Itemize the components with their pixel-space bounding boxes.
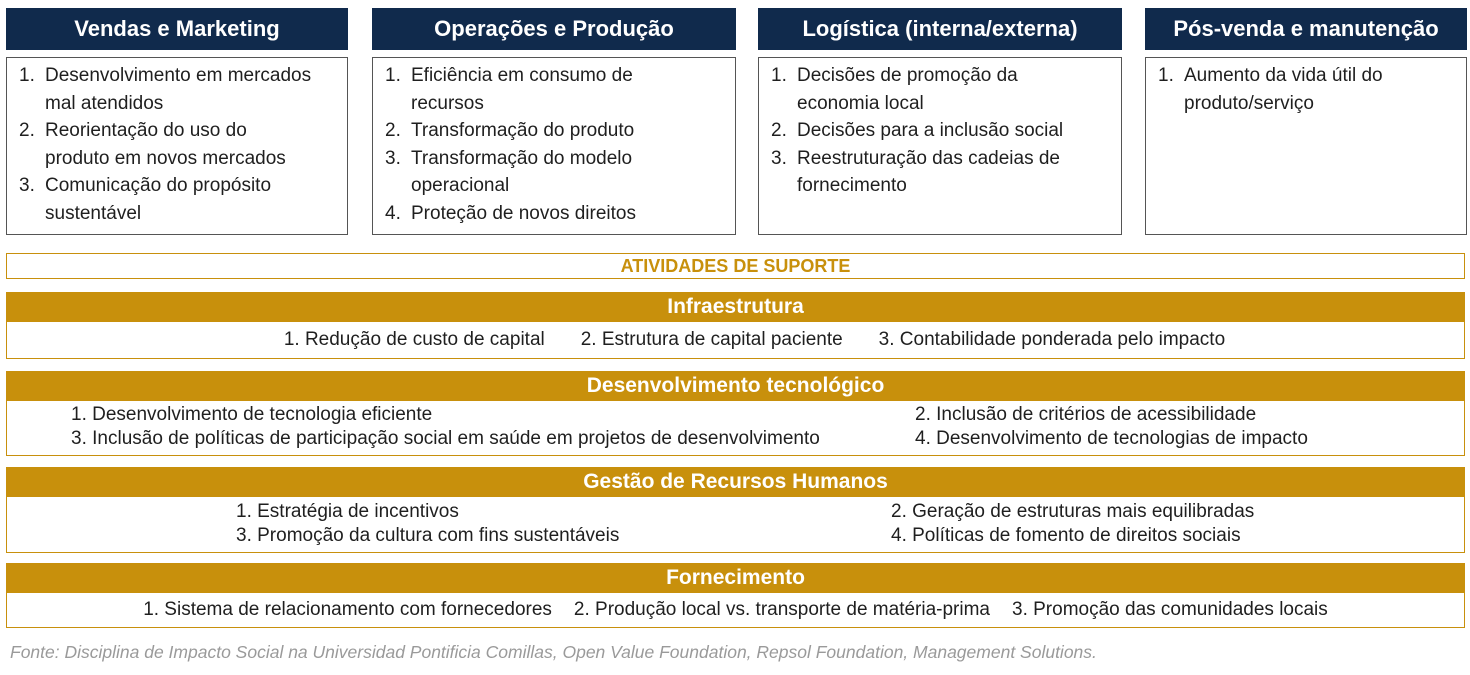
list-text: Eficiência em consumo de recursos bbox=[411, 65, 633, 114]
list-item: 1. Desenvolvimento de tecnologia eficiente bbox=[71, 404, 433, 425]
column-title: Vendas e Marketing bbox=[6, 8, 348, 50]
column-body bbox=[758, 57, 1122, 235]
list-item bbox=[379, 200, 729, 228]
list-item: 1. Sistema de relacionamento com fornecedores bbox=[143, 599, 552, 620]
list-item bbox=[765, 117, 1115, 145]
section-title: Infraestrutura bbox=[6, 292, 1465, 322]
list-item: 3. Contabilidade ponderada pelo impacto bbox=[878, 329, 1226, 350]
list-item: 2. Geração de estruturas mais equilibradas bbox=[891, 501, 1255, 522]
list-item: 1. Redução de custo de capital bbox=[283, 329, 545, 350]
list-item bbox=[379, 145, 729, 200]
list-item: 3. Inclusão de políticas de participação social em saúde em projetos de desenvolvimento bbox=[71, 428, 820, 449]
section-infrastructure bbox=[6, 292, 1465, 359]
column-title: Pós-venda e manutenção bbox=[1145, 8, 1467, 50]
list-number: 2. bbox=[385, 120, 401, 141]
list-item: 2. Produção local vs. transporte de matéria-prima bbox=[573, 599, 990, 620]
source-note: Fonte: Disciplina de Impacto Social na Universidad Pontificia Comillas, Open Value Foundation, Repsol Foundation, Management Solutions. bbox=[10, 642, 1097, 662]
column-sales-marketing bbox=[6, 8, 348, 235]
list-text: Comunicação do propósito sustentável bbox=[45, 175, 272, 224]
list-item: 1. Estratégia de incentivos bbox=[236, 501, 459, 522]
list-number: 2. bbox=[19, 120, 35, 141]
section-body bbox=[6, 401, 1465, 456]
section-technology bbox=[6, 371, 1465, 456]
list-text: Proteção de novos direitos bbox=[411, 202, 636, 224]
list-number: 4. bbox=[385, 202, 401, 224]
list-item bbox=[379, 117, 729, 145]
list-text: Aumento da vida útil do produto/serviço bbox=[1184, 65, 1383, 114]
list-number: 3. bbox=[19, 175, 35, 196]
list-item: 4. Políticas de fomento de direitos sociais bbox=[891, 525, 1241, 546]
list-item: 3. Promoção da cultura com fins sustentáveis bbox=[236, 525, 620, 546]
support-activities-label: ATIVIDADES DE SUPORTE bbox=[6, 253, 1465, 279]
section-body bbox=[6, 497, 1465, 553]
list-item: 4. Desenvolvimento de tecnologias de impacto bbox=[915, 428, 1308, 449]
list-number: 3. bbox=[385, 147, 401, 169]
list-item: 3. Promoção das comunidades locais bbox=[1012, 599, 1328, 620]
list-item: 2. Inclusão de critérios de acessibilidade bbox=[915, 404, 1257, 425]
section-body bbox=[6, 593, 1465, 628]
column-after-sales bbox=[1145, 8, 1467, 235]
list-item bbox=[765, 145, 1115, 200]
list-number: 2. bbox=[771, 120, 787, 141]
list-item bbox=[765, 62, 1115, 117]
list-item bbox=[13, 172, 341, 227]
list-item bbox=[13, 62, 341, 117]
list-number: 1. bbox=[1158, 65, 1174, 86]
list-number: 1. bbox=[771, 65, 787, 86]
column-body bbox=[372, 57, 736, 235]
list-number: 3. bbox=[771, 147, 787, 169]
list-number: 1. bbox=[385, 65, 401, 86]
section-title: Gestão de Recursos Humanos bbox=[6, 467, 1465, 497]
list-text: Transformação do produto bbox=[411, 120, 635, 141]
list-text: Reestruturação das cadeias de fornecimento bbox=[797, 147, 1060, 196]
column-body bbox=[1145, 57, 1467, 235]
section-body bbox=[6, 322, 1465, 359]
section-title: Fornecimento bbox=[6, 563, 1465, 593]
list-item bbox=[1152, 62, 1460, 117]
list-text: Desenvolvimento em mercados mal atendidos bbox=[45, 65, 312, 114]
column-logistics bbox=[758, 8, 1122, 235]
column-operations-production bbox=[372, 8, 736, 235]
list-text: Decisões para a inclusão social bbox=[797, 120, 1064, 141]
section-supply bbox=[6, 563, 1465, 628]
list-item: 2. Estrutura de capital paciente bbox=[580, 329, 843, 350]
list-text: Transformação do modelo operacional bbox=[411, 147, 633, 196]
list-item bbox=[13, 117, 341, 172]
list-text: Decisões de promoção da economia local bbox=[797, 65, 1018, 114]
column-body bbox=[6, 57, 348, 235]
column-title: Logística (interna/externa) bbox=[758, 8, 1122, 50]
list-item bbox=[379, 62, 729, 117]
list-text: Reorientação do uso do produto em novos mercados bbox=[45, 120, 286, 169]
section-human-resources bbox=[6, 467, 1465, 553]
column-title: Operações e Produção bbox=[372, 8, 736, 50]
section-title: Desenvolvimento tecnológico bbox=[6, 371, 1465, 401]
list-number: 1. bbox=[19, 65, 35, 86]
